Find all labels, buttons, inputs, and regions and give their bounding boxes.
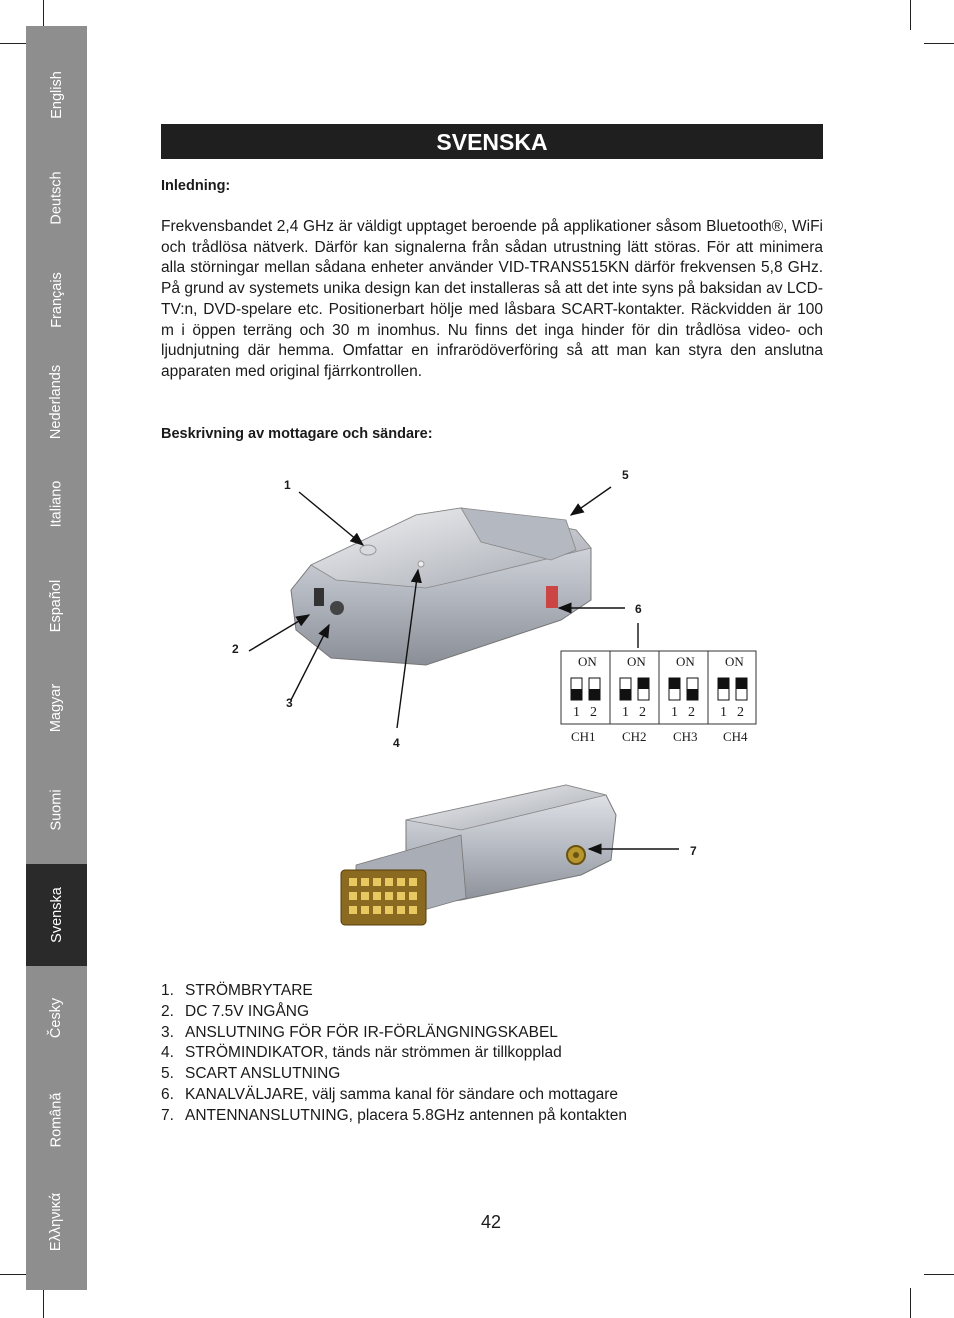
lang-tab-francais[interactable]: Français [48,272,65,328]
dip-position-1: 1 [671,705,678,720]
dip-position-2: 2 [639,705,646,720]
callout-4: 4 [393,736,400,750]
list-item: 3. ANSLUTNING FÖR FÖR IR-FÖRLÄNGNINGSKABEL [161,1023,558,1041]
list-item: 7. ANTENNANSLUTNING, placera 5.8GHz antennen på kontakten [161,1106,627,1124]
dip-on-label: ON [725,654,744,669]
intro-paragraph: Frekvensbandet 2,4 GHz är väldigt upptaget beroende på applikationer såsom Bluetooth®, WiFi och trådlösa nätverk. Därför kan signalerna från sådan utrustning lätt störas. För att minimera alla störningar mellan sådana enheter använder VID-TRANS515KN därför frekvensen 5,8 GHz. På grund av systemets unika design kan det installeras så att det inte syns på baksidan av LCD-TV:n, DVD-spelare etc. Positionerbart hölje med låsbara SCART-kontakter. Räckvidden är 100 m i öppen terräng och 30 m inomhus. Nu finns det inga hinder för din trådlösa video- och ljudnjutning där hemma. Omfattar en infrarödöverföring så att man kan styra den anslutna apparaten med original fjärrkontrollen. [161,218,823,380]
lang-tab-nederlands[interactable]: Nederlands [48,364,65,440]
crop-mark [924,43,954,44]
dip-position-1: 1 [720,705,727,720]
transmitter-device [341,785,616,925]
page-number: 42 [480,1212,502,1232]
crop-mark [43,1288,44,1318]
list-item: 2. DC 7.5V INGÅNG [161,1002,310,1020]
lang-tab-espanol[interactable]: Español [48,579,65,633]
language-sidebar [26,26,87,1290]
list-item: 4. STRÖMINDIKATOR, tänds när strömmen är tillkopplad [161,1044,562,1062]
lang-tab-suomi[interactable]: Suomi [48,789,65,831]
channel-label-ch2: CH2 [622,729,647,744]
receiver-device [291,508,591,665]
lang-tab-english[interactable]: English [48,71,65,119]
list-item: 5. SCART ANSLUTNING [161,1065,341,1083]
crop-mark [910,1288,911,1318]
dip-on-label: ON [578,654,597,669]
device-figure [161,460,823,975]
dip-position-2: 2 [688,705,695,720]
lang-tab-italiano[interactable]: Italiano [48,480,65,528]
page-title: SVENSKA [161,124,823,159]
dip-position-2: 2 [737,705,744,720]
callout-3: 3 [286,696,293,710]
parts-list [161,981,823,1127]
callout-1: 1 [284,478,291,492]
callout-6: 6 [635,602,642,616]
crop-mark [924,1274,954,1275]
channel-label-ch1: CH1 [571,729,596,744]
dip-on-label: ON [676,654,695,669]
callout-2: 2 [232,642,239,656]
channel-label-ch3: CH3 [673,729,698,744]
callout-7: 7 [690,844,697,858]
description-heading: Beskrivning av mottagare och sändare: [161,426,433,442]
channel-label-ch4: CH4 [723,729,748,744]
dip-position-1: 1 [622,705,629,720]
list-item: 6. KANALVÄLJARE, välj samma kanal för sändare och mottagare [161,1085,619,1103]
crop-mark [910,0,911,30]
dip-position-2: 2 [590,705,597,720]
callout-5: 5 [622,468,629,482]
list-item: 1. STRÖMBRYTARE [161,982,313,999]
lang-tab-ellinika[interactable]: Ελληνικά [48,1192,65,1252]
intro-heading: Inledning: [161,178,231,194]
dip-position-1: 1 [573,705,580,720]
lang-tab-svenska[interactable]: Svenska [26,864,87,966]
lang-tab-magyar[interactable]: Magyar [48,683,65,733]
lang-tab-cesky[interactable]: Česky [48,997,65,1039]
lang-tab-romana[interactable]: Română [48,1092,65,1148]
lang-tab-deutsch[interactable]: Deutsch [48,171,65,225]
dip-on-label: ON [627,654,646,669]
